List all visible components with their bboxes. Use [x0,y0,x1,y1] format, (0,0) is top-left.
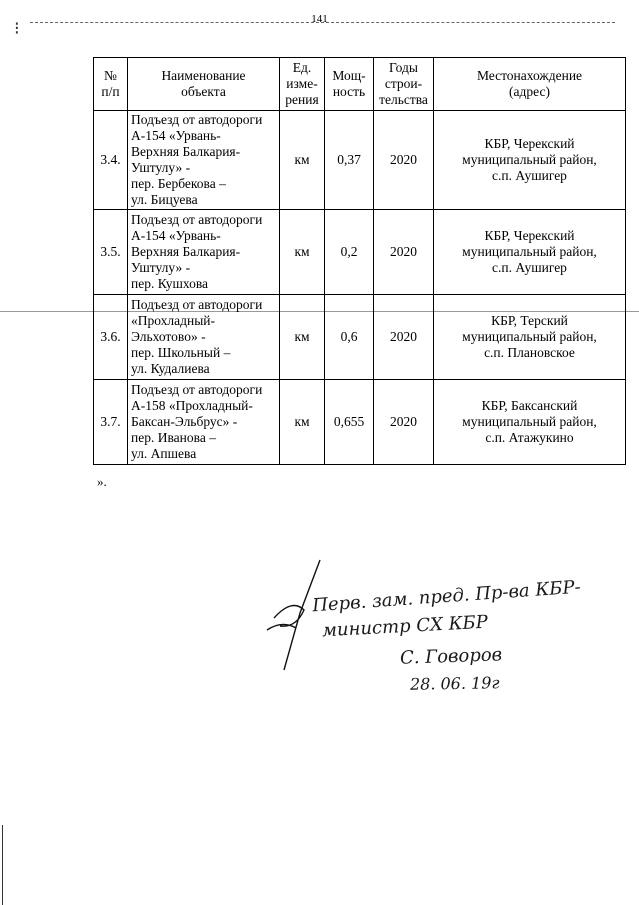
margin-mark: ⁝ [14,18,20,39]
closing-quote: ». [97,474,107,489]
row-number: 3.4. [94,111,128,210]
row-year: 2020 [374,111,434,210]
row-year: 2020 [374,295,434,380]
top-divider [30,22,615,23]
page-number: 141 [311,13,328,25]
signer-name: С. Говоров [399,644,503,669]
row-capacity: 0,2 [325,210,374,295]
signature-date: 28. 06. 19г [409,673,500,694]
row-unit: км [280,295,325,380]
row-object-name: Подъезд от автодороги А-154 «Урвань- Верхняя Балкария- Уштулу» - пер. Бербекова – ул. Бицуева [128,111,280,210]
signature-block [262,558,639,698]
objects-table [93,57,626,465]
header-name: Наименование объекта [128,58,280,111]
header-year: Годы строи- тельства [374,58,434,111]
signer-title-line1: Перв. зам. пред. Пр-ва КБР- [311,576,582,617]
header-number: № п/п [94,58,128,111]
row-capacity: 0,37 [325,111,374,210]
header-unit: Ед. изме- рения [280,58,325,111]
row-object-name: Подъезд от автодороги «Прохладный- Эльхотово» - пер. Школьный – ул. Кудалиева [128,295,280,380]
row-capacity: 0,655 [325,380,374,465]
row-object-name: Подъезд от автодороги А-158 «Прохладный- Баксан-Эльбрус» - пер. Иванова – ул. Апшева [128,380,280,465]
row-unit: км [280,210,325,295]
row-number: 3.6. [94,295,128,380]
row-unit: км [280,380,325,465]
row-location: КБР, Баксанский муниципальный район, с.п. Атажукино [434,380,626,465]
table-header-row [94,58,626,111]
row-location: КБР, Терский муниципальный район, с.п. Плановское [434,295,626,380]
table-row [94,295,626,380]
row-capacity: 0,6 [325,295,374,380]
row-year: 2020 [374,210,434,295]
row-location: КБР, Черекский муниципальный район, с.п. Аушигер [434,210,626,295]
margin-line [2,825,3,905]
row-unit: км [280,111,325,210]
row-location: КБР, Черекский муниципальный район, с.п. Аушигер [434,111,626,210]
row-year: 2020 [374,380,434,465]
table-row [94,210,626,295]
signer-title-line2: министр СХ КБР [321,611,489,642]
row-number: 3.7. [94,380,128,465]
row-object-name: Подъезд от автодороги А-154 «Урвань- Верхняя Балкария- Уштулу» - пер. Кушхова [128,210,280,295]
header-capacity: Мощ- ность [325,58,374,111]
table-row [94,111,626,210]
table-row [94,380,626,465]
header-location: Местонахождение (адрес) [434,58,626,111]
row-number: 3.5. [94,210,128,295]
